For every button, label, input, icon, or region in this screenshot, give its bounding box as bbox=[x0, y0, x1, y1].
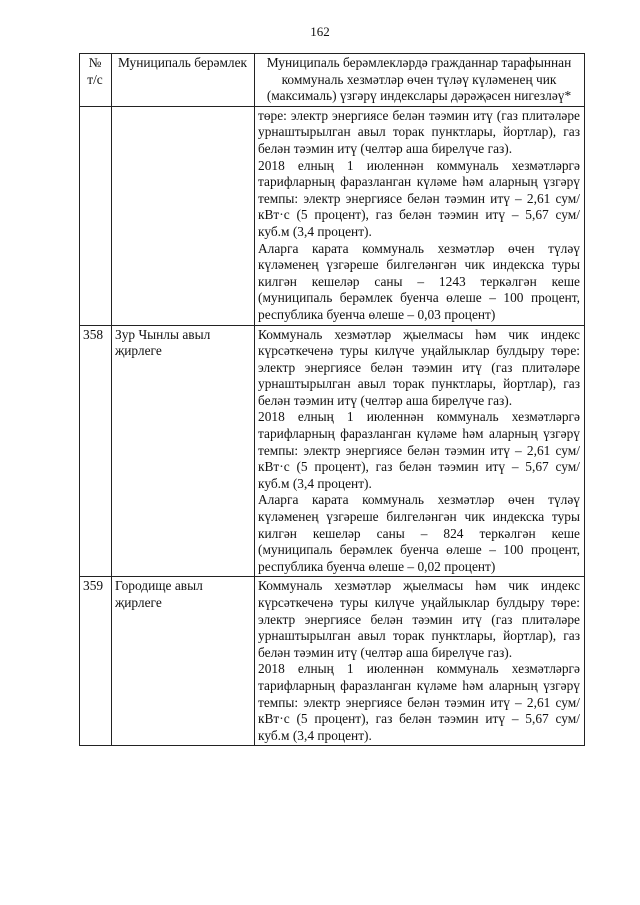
justification-paragraph: Аларга карата коммуналь хезмәтләр өчен түләү күләменең үзгәреше билгеләнгән чик индекска туры килгән кешеләр саны – 1243 теркәлгән кеше (муниципаль берәмлек буенча өлеше – 100 процент, республика буенча өлеше – 0,03 процент) bbox=[258, 240, 580, 322]
justification-paragraph: 2018 елның 1 июленнән коммуналь хезмәтләргә тарифларның фаразланган күләме һәм аларның үзгәрү темпы: электр энергиясе белән тәэмин итү – 2,61 сум/кВт·с (5 процент), газ белән тәэмин итү – 5,67 сум/куб.м (3,4 процент). bbox=[258, 157, 580, 239]
row-justification bbox=[255, 106, 585, 325]
table-row bbox=[80, 325, 585, 577]
row-justification bbox=[255, 325, 585, 577]
justification-paragraph: 2018 елның 1 июленнән коммуналь хезмәтләргә тарифларның фаразланган күләме һәм аларның үзгәрү темпы: электр энергиясе белән тәэмин итү – 2,61 сум/кВт·с (5 процент), газ белән тәэмин итү – 5,67 сум/куб.м (3,4 процент). bbox=[258, 661, 580, 743]
table-row bbox=[80, 106, 585, 325]
justification-paragraph: Коммуналь хезмәтләр җыелмасы һәм чик индекс күрсәткеченә туры килүче уңайлыклар булдыру төре: электр энергиясе белән тәэмин итү (газ плитәләре урнаштырылган авыл торак пунктлары, йортлар), газ белән тәэмин итү (челтәр аша бирелүче газ). bbox=[258, 578, 580, 660]
header-justification: Муниципаль берәмлекләрдә гражданнар тарафыннан коммуналь хезмәтләр өчен түләү күләменең чик (максималь) үзгәрү индекслары дәрәҗәсен нигезләү* bbox=[255, 54, 585, 107]
justification-paragraph: 2018 елның 1 июленнән коммуналь хезмәтләргә тарифларның фаразланган күләме һәм аларның үзгәрү темпы: электр энергиясе белән тәэмин итү – 2,61 сум/кВт·с (5 процент), газ белән тәэмин итү – 5,67 сум/куб.м (3,4 процент). bbox=[258, 409, 580, 491]
page-number: 162 bbox=[310, 24, 330, 39]
table-row bbox=[80, 577, 585, 746]
justification-paragraph: Аларга карата коммуналь хезмәтләр өчен түләү күләменең үзгәреше билгеләнгән чик индекска туры килгән кешеләр саны – 824 теркәлгән кеше (муниципаль берәмлек буенча өлеше – 100 процент, республика буенча өлеше – 0,02 процент) bbox=[258, 492, 580, 574]
row-number bbox=[80, 106, 112, 325]
row-number: 358 bbox=[80, 325, 112, 577]
row-number: 359 bbox=[80, 577, 112, 746]
justification-paragraph: Коммуналь хезмәтләр җыелмасы һәм чик индекс күрсәткеченә туры килүче уңайлыклар булдыру төре: электр энергиясе белән тәэмин итү (газ плитәләре урнаштырылган авыл торак пунктлары, йортлар), газ белән тәэмин итү (челтәр аша бирелүче газ). bbox=[258, 326, 580, 408]
table-header-row bbox=[80, 54, 585, 107]
header-number: № т/с bbox=[80, 54, 112, 107]
row-justification bbox=[255, 577, 585, 746]
header-municipality: Муниципаль берәмлек bbox=[112, 54, 255, 107]
row-municipality-name: Городище авыл җирлеге bbox=[112, 577, 255, 746]
municipal-indices-table bbox=[79, 53, 585, 746]
row-municipality-name: Зур Чынлы авыл җирлеге bbox=[112, 325, 255, 577]
justification-paragraph: төре: электр энергиясе белән тәэмин итү (газ плитәләре урнаштырылган авыл торак пунктлары, йортлар), газ белән тәэмин итү (челтәр аша бирелүче газ). bbox=[258, 107, 580, 156]
row-municipality-name bbox=[112, 106, 255, 325]
